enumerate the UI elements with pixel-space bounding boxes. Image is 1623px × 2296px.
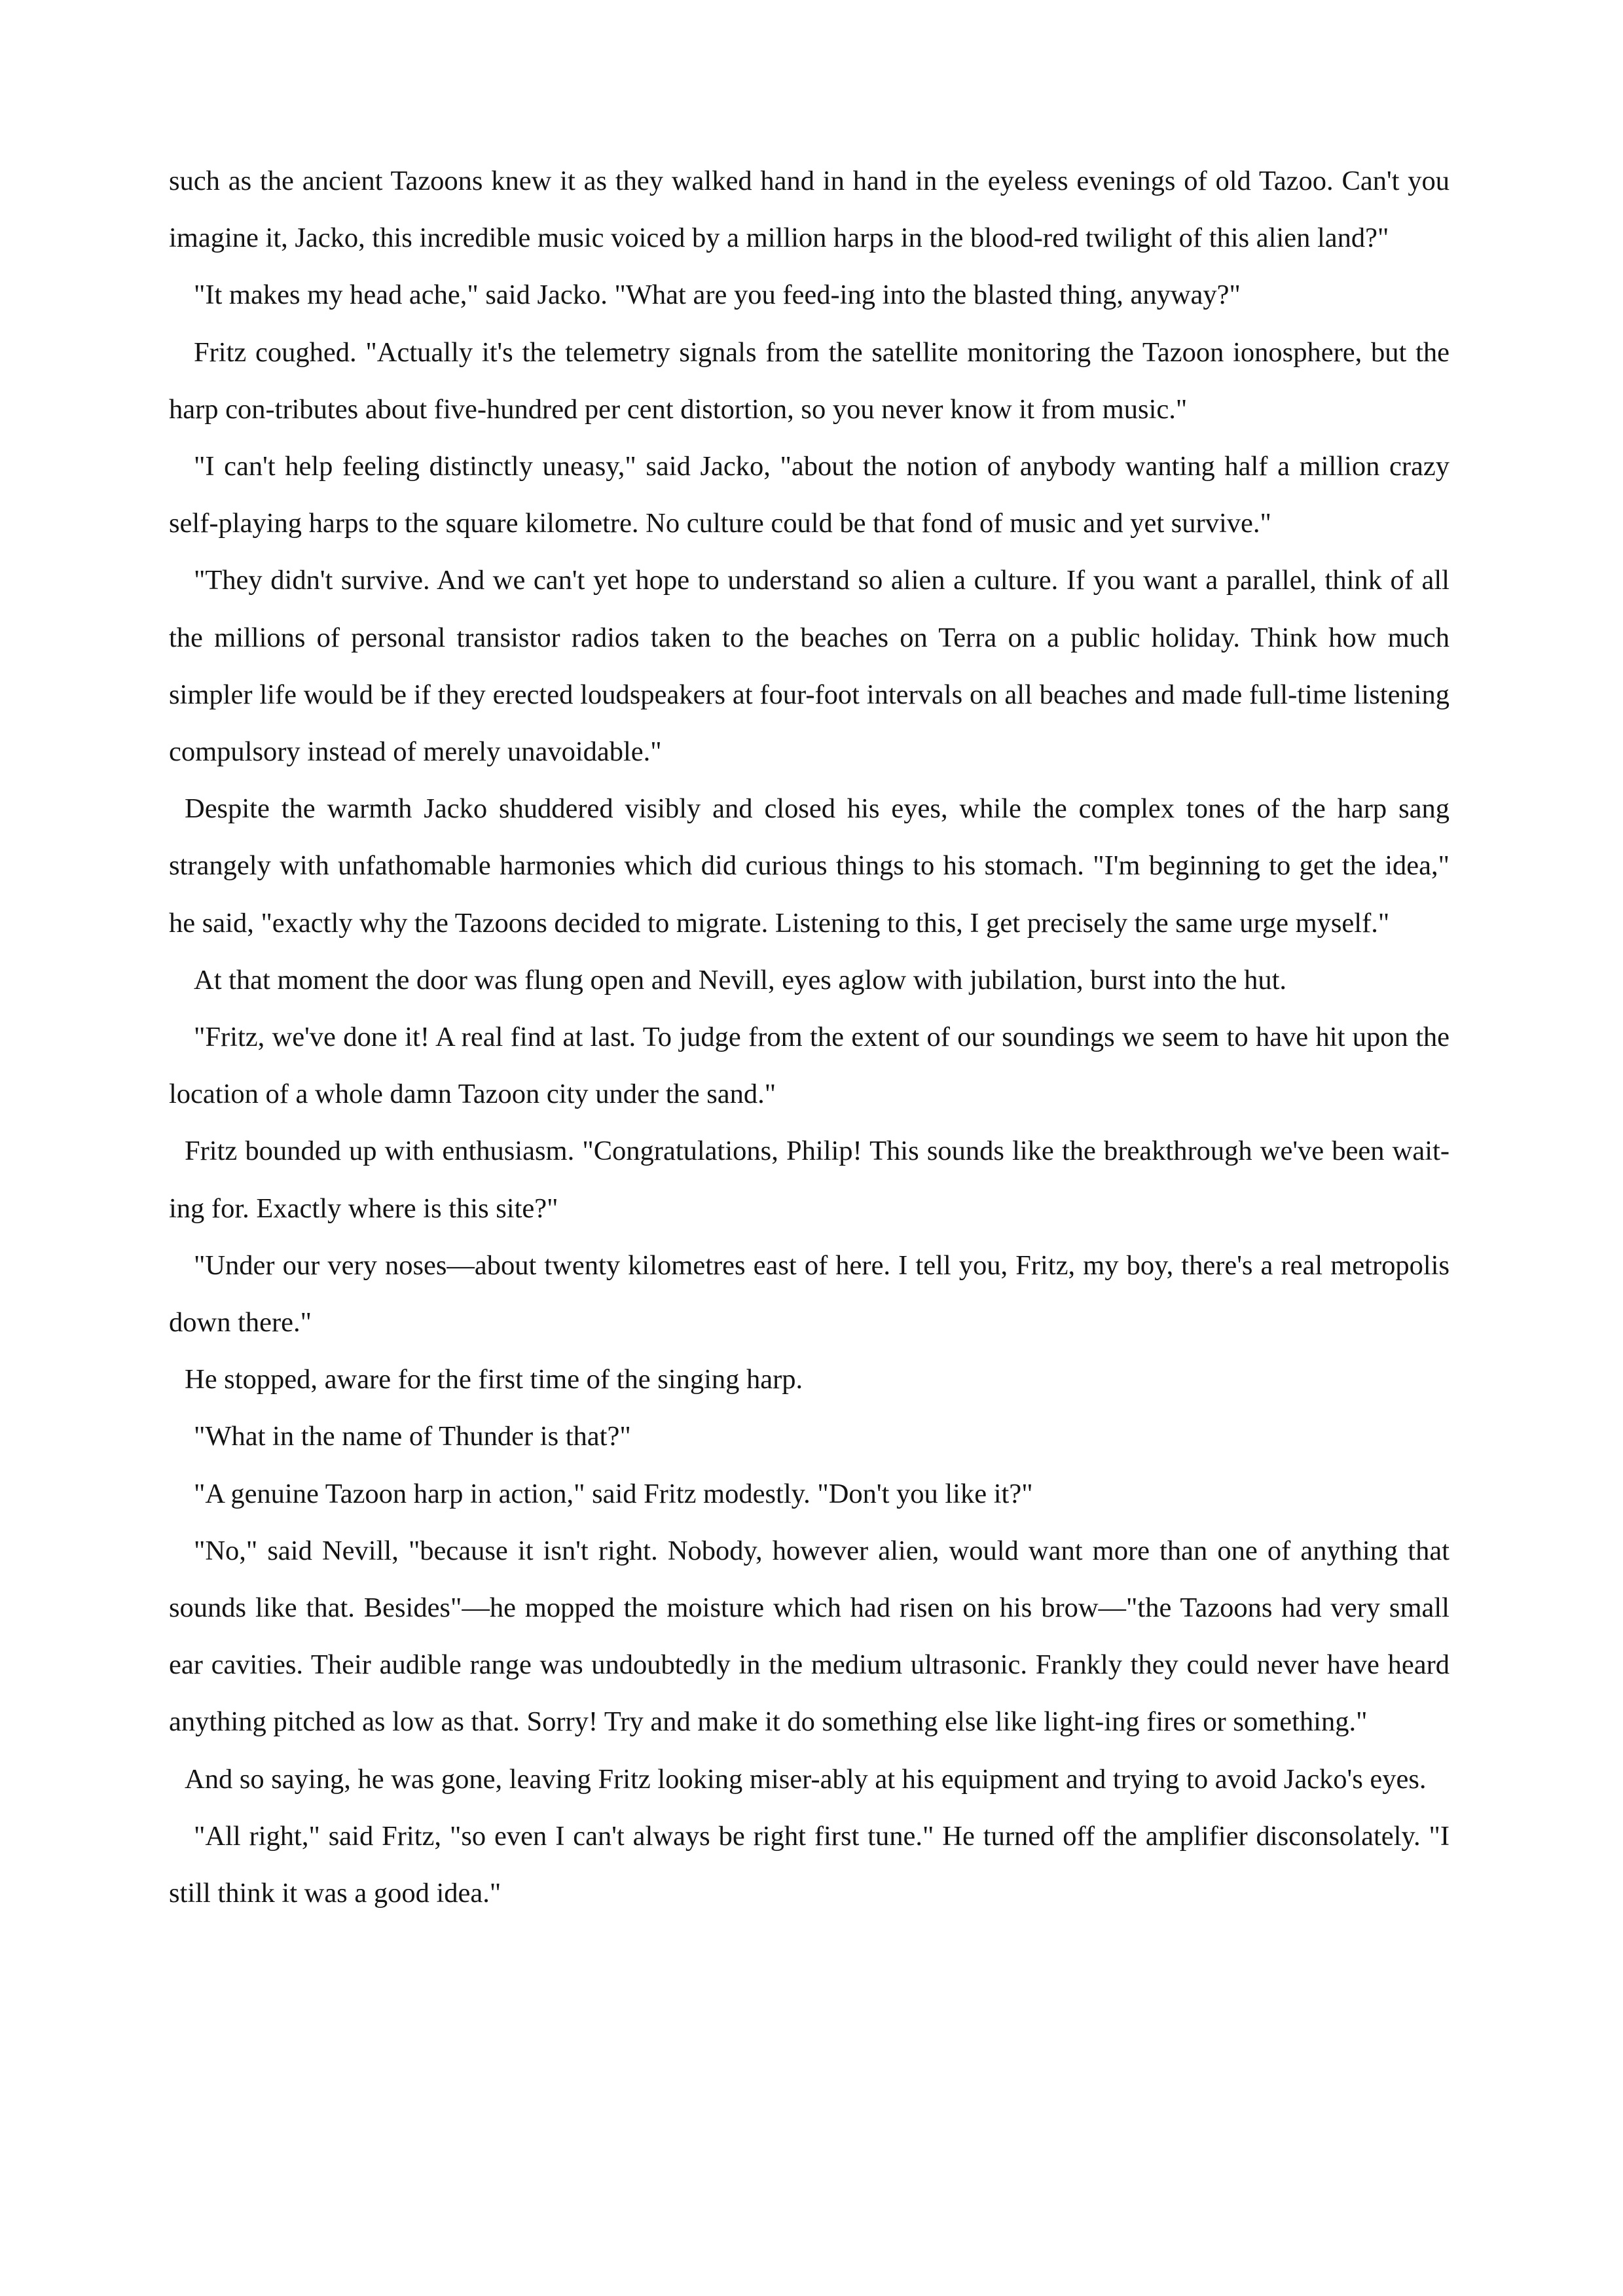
paragraph: Fritz coughed. "Actually it's the telemetry signals from the satellite monitoring the Tazoon ionosphere, but the harp con-tributes about five-hundred per cent distortion, so you never know it from music.": [169, 336, 1450, 425]
paragraph: And so saying, he was gone, leaving Fritz looking miser-ably at his equipment and trying to avoid Jacko's eyes.: [185, 1763, 1427, 1795]
paragraph: "No," said Nevill, "because it isn't right. Nobody, however alien, would want more than one of anything that sounds like that. Besides"—he mopped the moisture which had risen on his brow—"the Tazoons had very small ear cavities. Their audible range was undoubtedly in the medium ultrasonic. Frankly they could never have heard anything pitched as low as that. Sorry! Try and make it do something else like light-ing fires or something.": [169, 1535, 1450, 1738]
paragraph: Fritz bounded up with enthusiasm. "Congratulations, Philip! This sounds like the breakthrough we've been wait-ing for. Exactly where is this site?": [169, 1136, 1450, 1224]
paragraph: "They didn't survive. And we can't yet hope to understand so alien a culture. If you want a parallel, think of all the millions of personal transistor radios taken to the beaches on Terra on a public holiday. Think how much simpler life would be if they erected loudspeakers at four-foot intervals on all beaches and made full-time listening compulsory instead of merely unavoidable.": [169, 565, 1450, 768]
paragraph: Despite the warmth Jacko shuddered visibly and closed his eyes, while the complex tones of the harp sang strangely with unfathomable harmonies which did curious things to his stomach. "I'm beginning to get the idea," he said, "exactly why the Tazoons decided to migrate. Listening to this, I get precisely the same urge myself.": [169, 793, 1450, 939]
paragraph: He stopped, aware for the first time of the singing harp.: [185, 1364, 803, 1395]
paragraph: "All right," said Fritz, "so even I can't always be right first tune." He turned off the amplifier disconsolately. "I still think it was a good idea.": [169, 1820, 1450, 1909]
paragraph: "Fritz, we've done it! A real find at last. To judge from the extent of our soundings we seem to have hit upon the location of a whole damn Tazoon city under the sand.": [169, 1022, 1450, 1110]
paragraph: "Under our very noses—about twenty kilometres east of here. I tell you, Fritz, my boy, there's a real metropolis down there.": [169, 1249, 1450, 1338]
paragraph: "It makes my head ache," said Jacko. "What are you feed-ing into the blasted thing, anyway?": [194, 279, 1241, 311]
body-text: [169, 152, 1450, 1922]
paragraph: "A genuine Tazoon harp in action," said Fritz modestly. "Don't you like it?": [194, 1478, 1033, 1509]
paragraph: At that moment the door was flung open and Nevill, eyes aglow with jubilation, burst into the hut.: [194, 964, 1287, 996]
paragraph: "I can't help feeling distinctly uneasy," said Jacko, "about the notion of anybody wanting half a million crazy self-playing harps to the square kilometre. No culture could be that fond of music and yet survive.": [169, 451, 1450, 539]
paragraph: such as the ancient Tazoons knew it as they walked hand in hand in the eyeless evenings of old Tazoo. Can't you imagine it, Jacko, this incredible music voiced by a million harps in the blood-red twilight of this alien land?": [169, 166, 1450, 254]
paragraph: "What in the name of Thunder is that?": [194, 1421, 631, 1452]
